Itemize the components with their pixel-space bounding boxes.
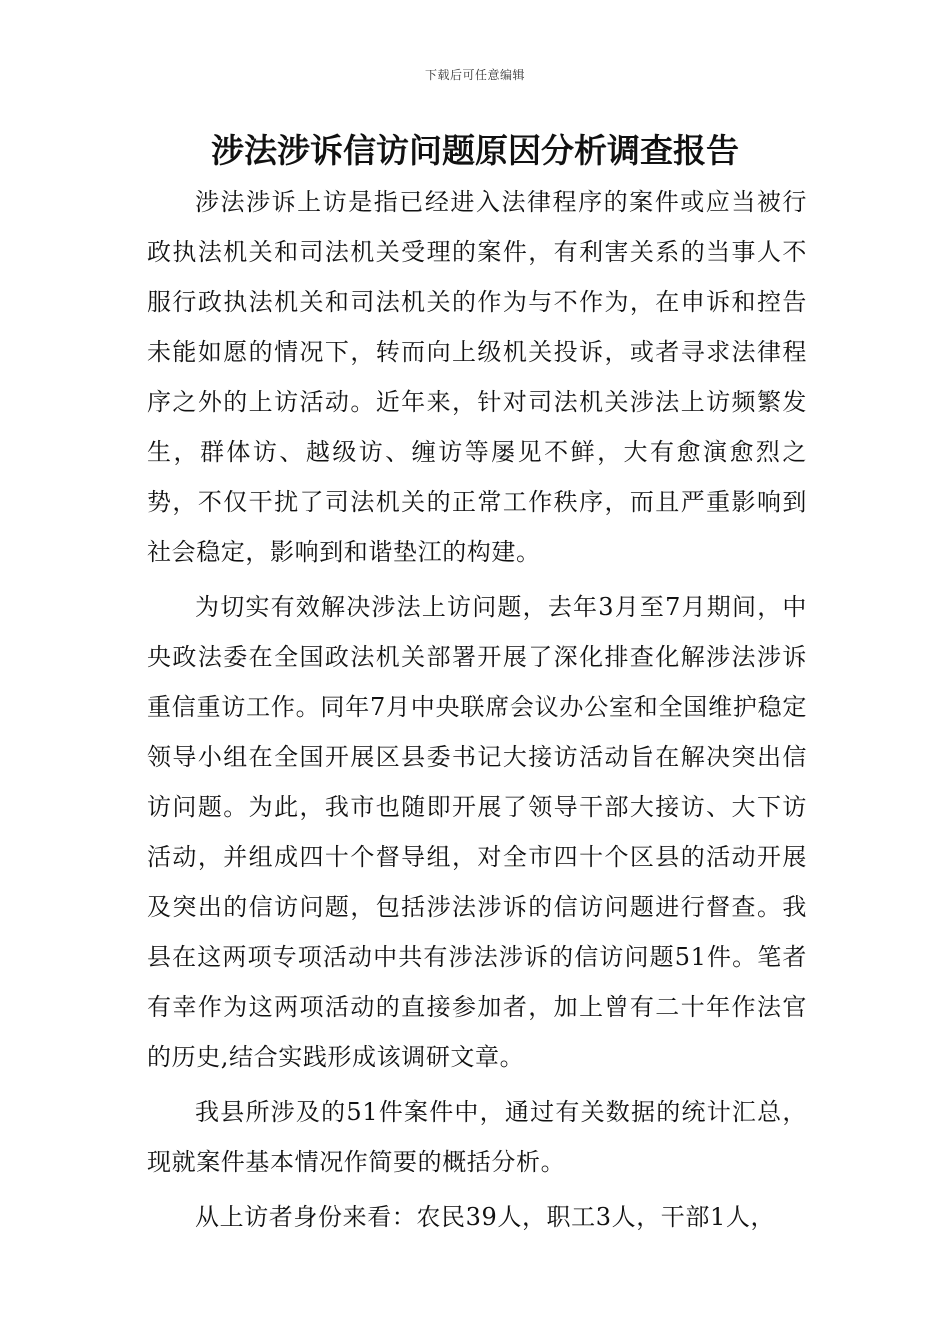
paragraph-1: 涉法涉诉上访是指已经进入法律程序的案件或应当被行政执法机关和司法机关受理的案件，有利害关系的当事人不服行政执法机关和司法机关的作为与不作为，在申诉和控告未能如愿的情况下，转而向上级机关投诉，或者寻求法律程序之外的上访活动。近年来，针对司法机关涉法上访频繁发生，群体访、越级访、缠访等屡见不鲜，大有愈演愈烈之势，不仅干扰了司法机关的正常工作秩序，而且严重影响到社会稳定，影响到和谐垫江的构建。 [147, 188, 807, 566]
paragraph-2: 为切实有效解决涉法上访问题，去年3月至7月期间，中央政法委在全国政法机关部署开展了深化排查化解涉法涉诉重信重访工作。同年7月中央联席会议办公室和全国维护稳定领导小组在全国开展区县委书记大接访活动旨在解决突出信访问题。为此，我市也随即开展了领导干部大接访、大下访活动，并组成四十个督导组，对全市四十个区县的活动开展及突出的信访问题，包括涉法涉诉的信访问题进行督查。我县在这两项专项活动中共有涉法涉诉的信访问题51件。笔者有幸作为这两项活动的直接参加者，加上曾有二十年作法官的历史,结合实践形成该调研文章。 [147, 593, 807, 1071]
header-note: 下载后可任意编辑 [424, 68, 525, 82]
document-body [147, 177, 807, 1242]
paragraph-3: 我县所涉及的51件案件中，通过有关数据的统计汇总，现就案件基本情况作简要的概括分析。 [147, 1098, 807, 1176]
document-title: 涉法涉诉信访问题原因分析调查报告 [211, 131, 739, 170]
paragraph-4: 从上访者身份来看：农民39人，职工3人，干部1人， [195, 1203, 776, 1231]
